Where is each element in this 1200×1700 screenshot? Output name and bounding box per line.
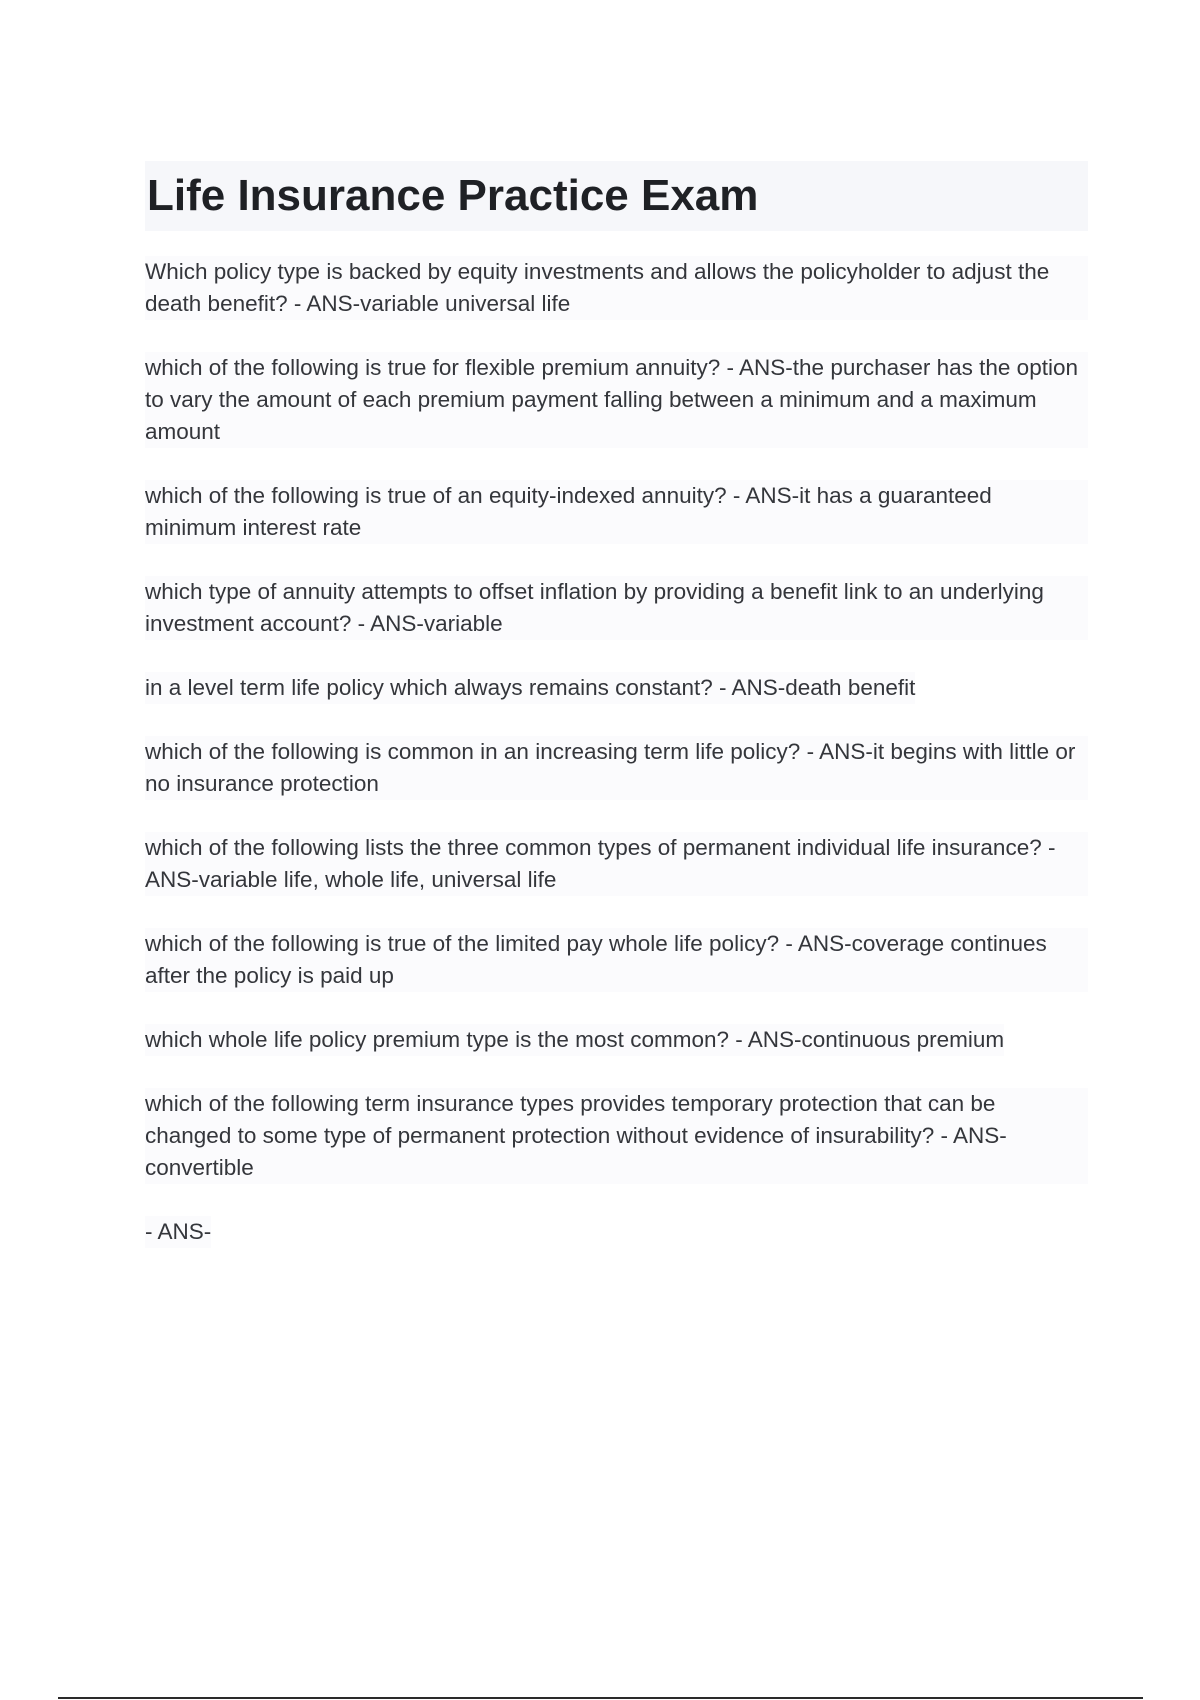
answer-separator: - ANS- [287, 291, 361, 316]
question-text: which whole life policy premium type is the most common? [145, 1027, 729, 1052]
answer-text: continuous premium [801, 1027, 1005, 1052]
answer-separator: - ANS- [934, 1123, 1007, 1148]
answer-text: variable universal life [360, 291, 571, 316]
answer-separator: - ANS- [720, 355, 793, 380]
answer-text: convertible [145, 1155, 254, 1180]
answer-text: variable life, whole life, universal life [198, 867, 557, 892]
question-text: Which policy type is backed by equity investments and allows the policyholder to adjust the death benefit? [145, 259, 1050, 316]
question-text: which of the following term insurance types provides temporary protection that can be changed to some type of permanent protection without evidence of insurability? [145, 1091, 996, 1148]
qa-item [145, 832, 1088, 896]
qa-item-empty [145, 1216, 211, 1248]
answer-separator: - ANS- [800, 739, 873, 764]
answer-text: variable [423, 611, 503, 636]
qa-item [145, 576, 1088, 640]
answer-separator: - ANS- [779, 931, 852, 956]
answer-text: it begins with little or no insurance protection [145, 739, 1076, 796]
answer-text: coverage continues after the policy is paid up [145, 931, 1047, 988]
title-banner [145, 161, 1088, 231]
qa-item [145, 736, 1088, 800]
question-answer-list [145, 256, 1088, 1280]
qa-item [145, 672, 915, 704]
qa-item [145, 1024, 1004, 1056]
answer-separator: - ANS- [145, 835, 1056, 892]
question-text: which of the following is true for flexible premium annuity? [145, 355, 721, 380]
answer-separator: - ANS- [145, 1219, 212, 1244]
qa-item [145, 256, 1088, 320]
answer-text: death benefit [785, 675, 916, 700]
qa-item [145, 352, 1088, 448]
footer-rule [58, 1697, 1143, 1699]
answer-separator: - ANS- [351, 611, 424, 636]
page-title: Life Insurance Practice Exam [147, 171, 759, 220]
question-text: which of the following lists the three common types of permanent individual life insurance? [145, 835, 1042, 860]
answer-text: it has a guaranteed minimum interest rate [145, 483, 992, 540]
answer-separator: - ANS- [726, 483, 800, 508]
question-text: which of the following is true of the limited pay whole life policy? [145, 931, 780, 956]
answer-separator: - ANS- [728, 1027, 802, 1052]
question-text: which of the following is common in an increasing term life policy? [145, 739, 801, 764]
qa-item [145, 1088, 1088, 1184]
answer-separator: - ANS- [712, 675, 786, 700]
question-text: which of the following is true of an equity-indexed annuity? [145, 483, 727, 508]
question-text: in a level term life policy which always remains constant? [145, 675, 713, 700]
qa-item [145, 480, 1088, 544]
question-text: which type of annuity attempts to offset inflation by providing a benefit link to an underlying investment account? [145, 579, 1044, 636]
answer-text: the purchaser has the option to vary the amount of each premium payment falling between a minimum and a maximum amount [145, 355, 1078, 444]
qa-item [145, 928, 1088, 992]
